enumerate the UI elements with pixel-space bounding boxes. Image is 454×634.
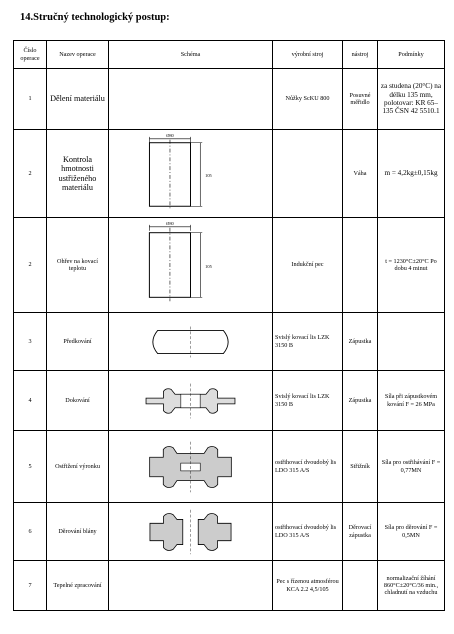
op-machine: Nůžky ScKU 800 bbox=[273, 69, 343, 130]
op-conditions bbox=[378, 313, 445, 371]
op-tool: Zápustka bbox=[343, 313, 378, 371]
dimension-width-label: Ø80 bbox=[166, 132, 174, 138]
op-scheme bbox=[109, 313, 273, 371]
op-machine bbox=[273, 130, 343, 218]
op-conditions: za studena (20°C) na délku 135 mm, polotovar: KR 65– 135 ČSN 42 5510.1 bbox=[378, 69, 445, 130]
header-name: Nazev operace bbox=[47, 41, 109, 69]
pierced-forging-drawing bbox=[109, 504, 272, 560]
op-conditions: Síla při zápustkovém kování F = 26 MPa bbox=[378, 371, 445, 431]
billet-drawing bbox=[109, 219, 272, 312]
table-row bbox=[14, 69, 445, 130]
dimension-width-label: Ø80 bbox=[166, 220, 174, 226]
table-row bbox=[14, 561, 445, 611]
table-row bbox=[14, 371, 445, 431]
op-scheme bbox=[109, 431, 273, 503]
op-name: Děrování blány bbox=[47, 503, 109, 561]
table-row bbox=[14, 218, 445, 313]
dimension-height-label: 105 bbox=[205, 263, 212, 269]
process-table bbox=[13, 40, 445, 611]
op-number: 3 bbox=[14, 313, 47, 371]
op-machine: Indukční pec bbox=[273, 218, 343, 313]
trimmed-forging-drawing bbox=[109, 432, 272, 502]
op-name: Předkování bbox=[47, 313, 109, 371]
preform-drawing bbox=[109, 314, 272, 370]
dimension-height-label: 105 bbox=[205, 172, 212, 178]
op-number: 4 bbox=[14, 371, 47, 431]
header-num: Číslo operace bbox=[14, 41, 47, 69]
op-name: Tepelné zpracování bbox=[47, 561, 109, 611]
header-conditions: Podmínky bbox=[378, 41, 445, 69]
op-machine: Pec s řízenou atmosférou KCA 2.2 4,5/105 bbox=[273, 561, 343, 611]
op-tool bbox=[343, 218, 378, 313]
op-scheme bbox=[109, 371, 273, 431]
op-number: 5 bbox=[14, 431, 47, 503]
table-row bbox=[14, 503, 445, 561]
billet-drawing bbox=[109, 131, 272, 217]
op-conditions: Síla pro děrování F = 0,5MN bbox=[378, 503, 445, 561]
header-machine: výrobní stroj bbox=[273, 41, 343, 69]
op-tool bbox=[343, 561, 378, 611]
op-conditions: m = 4,2kg±0,15kg bbox=[378, 130, 445, 218]
op-number: 1 bbox=[14, 69, 47, 130]
header-row bbox=[14, 41, 445, 69]
op-machine: ostřihovací dvoudobý lis LDO 315 A/S bbox=[273, 503, 343, 561]
op-scheme bbox=[109, 130, 273, 218]
table-row bbox=[14, 313, 445, 371]
op-scheme bbox=[109, 69, 273, 130]
section-title: 14.Stručný technologický postup: bbox=[20, 12, 170, 23]
table-row bbox=[14, 130, 445, 218]
op-machine: Svislý kovací lis LZK 3150 B bbox=[273, 313, 343, 371]
op-name: Dokování bbox=[47, 371, 109, 431]
op-scheme bbox=[109, 218, 273, 313]
op-scheme bbox=[109, 503, 273, 561]
header-tool: nástroj bbox=[343, 41, 378, 69]
op-conditions: t = 1230°C±20°C Po dobu 4 minut bbox=[378, 218, 445, 313]
op-name: Kontrola hmotnosti ustřiženého materiálu bbox=[47, 130, 109, 218]
op-number: 7 bbox=[14, 561, 47, 611]
op-name: Ostřižení výronku bbox=[47, 431, 109, 503]
op-name: Ohřev na kovací teplotu bbox=[47, 218, 109, 313]
op-name: Dělení materiálu bbox=[47, 69, 109, 130]
op-conditions: normalizační žíhání 860°C±20°C/36 min., chladnutí na vzduchu bbox=[378, 561, 445, 611]
op-machine: ostřihovací dvoudobý lis LDO 315 A/S bbox=[273, 431, 343, 503]
op-tool: Děrovací zápustka bbox=[343, 503, 378, 561]
op-tool: Zápustka bbox=[343, 371, 378, 431]
table-row bbox=[14, 431, 445, 503]
op-conditions: Síla pro ostřihávání F = 0,77MN bbox=[378, 431, 445, 503]
op-machine: Svislý kovací lis LZK 3150 B bbox=[273, 371, 343, 431]
op-scheme bbox=[109, 561, 273, 611]
forging-drawing bbox=[109, 372, 272, 430]
op-number: 6 bbox=[14, 503, 47, 561]
header-scheme: Schéma bbox=[109, 41, 273, 69]
op-number: 2 bbox=[14, 130, 47, 218]
op-tool: Posuvné měřidlo bbox=[343, 69, 378, 130]
op-tool: Střižník bbox=[343, 431, 378, 503]
op-number: 2 bbox=[14, 218, 47, 313]
op-tool: Váha bbox=[343, 130, 378, 218]
